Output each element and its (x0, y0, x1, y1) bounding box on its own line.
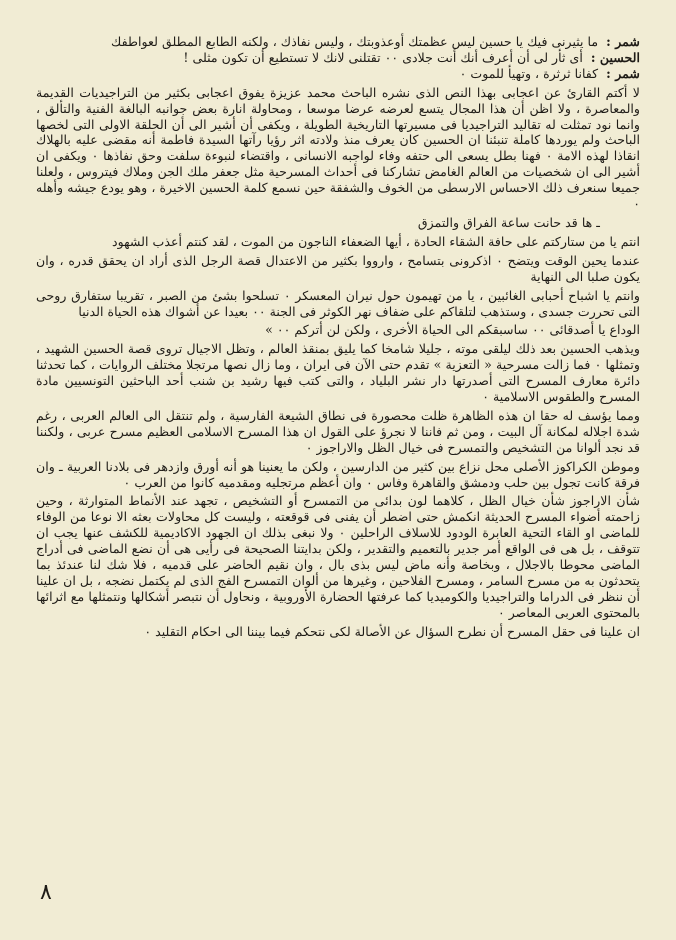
quoted-line: ـ ها قد حانت ساعة الفراق والتمزق (417, 214, 600, 230)
body-paragraph: ان علينا فى حقل المسرح أن نطرح السؤال عن الأصالة لكى نتحكم فيما بيننا الى احكام التقليد ٠ (144, 623, 640, 639)
body-paragraph: وموطن الكراكوز الأصلى محل نزاع بين كثير من الدارسين ، ولكن ما يعنينا هو أنه أورق وازدهر فى بلادنا العربية ـ وان فرقة كانت تجول بين حلب ودمشق والقاهرة وفاس ٠ وان أعظم مرتجليه ومقدميه كانوا من العرب ٠ (36, 458, 640, 490)
body-paragraph: ومما يؤسف له حقا ان هذه الظاهرة ظلت محصورة فى نطاق الشيعة الفارسية ، ولم تنتقل الى العالم العربى ، رغم شدة اجلاله لمكانة آل البيت ، ومن ثم فاننا لا نجرؤ على القول ان هذا المسرح الاسلامى العظيم مسرح عربى ، ولكننا قد نجد ألوانا من التشخيص والتمسرح فى خيال الظل والاراجوز ٠ (36, 407, 640, 455)
dialogue-text: ما يثيرنى فيك يا حسين ليس عظمتك أوعذوبتك ، وليس نفاذك ، ولكنه الطابع المطلق لعواطفك (111, 34, 599, 49)
dialogue-line (36, 34, 640, 50)
quoted-paragraph: الوداع يا أصدقائى ٠٠ ساسبقكم الى الحياة الأخرى ، ولكن لن أتركم ٠٠ » (265, 322, 640, 338)
dialogue-line (36, 66, 640, 82)
quoted-paragraph: عندما يحين الوقت ويتضح ٠ اذكرونى بتسامح ، وارووا بكثير من الاعتدال قصة الرجل الذى أراد ان يحقق قدره ، وان يكون صلبا الى النهاية (36, 252, 640, 284)
speaker-name: شمر : (606, 65, 640, 81)
dialogue-block (36, 34, 640, 82)
speaker-name: الحسين : (590, 49, 640, 65)
dialogue-text: أى ثأر لى أن أعرف أنك أنت جلادى ٠٠ تقتلنى لانك لا تستطيع أن تكون مثلى ! (183, 49, 583, 65)
page-number: ٨ (40, 880, 52, 905)
quoted-paragraph: وانتم يا اشباح أحبابى الغائبين ، يا من تهيمون حول نيران المعسكر ٠ تسلحوا بشئ من الصبر ، تقريبا ستفارق روحى التى تحررت جسدى ، وستذهب لتلقاكم على ضفاف نهر الكوثر فى الجنة ٠٠ بعيدا عن أشواك هذه الحياة الدنيا (36, 287, 640, 319)
dialogue-line (36, 50, 640, 66)
body-paragraph: ويذهب الحسين بعد ذلك ليلقى موته ، جليلا شامخا كما يليق بمنقذ العالم ، وتظل الاجيال تروى قصة الحسين الشهيد ، وتمثلها ٠ فما زالت مسرحية « التعزية » تقدم حتى الآن فى ايران ، وما زال نصها مرتجلا مختلف الروايات ، كما تحدثنا دائرة معارف المسرح التى أصدرتها دار نشر البلياد ، والتى كتب فيها رشيد بن شنب أحد الباحثين التونسيين مادة المسرح والطقوس الاسلامية ٠ (36, 341, 641, 405)
dialogue-text: كفانا ثرثرة ، وتهيأ للموت ٠ (459, 65, 599, 81)
speaker-name: شمر : (606, 34, 640, 49)
page-body (36, 34, 640, 640)
body-paragraph: شأن الاراجوز شأن خيال الظل ، كلاهما لون بدائى من التمسرح أو التشخيص ، تجهد عند الأنماط المتوارثة ، وحين زاحمته أضواء المسرح الحديثة انكمش حتى اضطر أن يفنى فى قوقعته ، وليست كل محاولات بعثه الا نوعا من الوفاء للماضى او القاء التحية العابرة الودود للاسلاف الراحلين ٠ ولا نبغى بذلك ان الجهود الاكاديمية للكشف عنها يجب ان تتوقف ، بل هى فى الواقع أمر جدير بالتعميم والتقدير ، ولكن بدايتنا الصحيحة فى رأيى هى أن نضع الماضى فى أدراج الماضى محوطا بالاجلال ، وبخاصة وأنه ماض ليس بذى بال ، وان نقيم الحاضر على قدميه ، فلا شك لنا عندئذ بما يتحدثون به من مسرح السامر ، ومسرح الفلاحين ، وغيرها من ألوان التمسرح الفج الذى لم يكتمل نضجه ، بل ان علينا أن ننظر فى الدراما والتراجيديا والكوميديا كما عرفتها الحضارة الأوروبية ، ونحاول أن نتبصر أشكالها ونتمثلها مع اثرائها بالمحتوى العربى المعاصر ٠ (36, 493, 640, 620)
body-paragraph: لا أكتم القارئ عن اعجابى بهذا النص الذى نشره الباحث محمد عزيزة يفوق اعجابى بكثير من التراجيديات القديمة والمعاصرة ، ولا اظن أن هذا المجال يتسع لعرضه عرضا موسعا ، ومحاولة انارة بعض جوانبه البالغة الفنية والتألق ، وانما نود تمثلت له تقاليد التراجيديا فى مسيرتها التاريخية الطويلة ، ويكفى أن أشير الى أن الحلقة الاولى التى لخصها الباحث ولم يوردها كاملة تنبئنا ان الحسين كان يعرف منذ ولادته اثر رؤيا رآتها السيدة فاطمة أنه مقضى عليه بالهلاك انقاذا لهذه الامة ٠ فهنا بطل يسعى الى حتفه وفاء لواجبه الانسانى ، واقتضاء لنبوءة سلفت وحق نفاذها ٠ ويكفى ان أشير الى ان شخصيات من العالم الغامض تشاركنا فى أحداث المسرحية مثل جعفر ملك الجن وملاك فيتروس ، ولعلنا جميعا سنعرف ذلك الاحساس الارسطى من الخوف والشفقة حين نسمع كلمة الحسين الاخيرة ، وهو يودع جيشه وأهله ٠ (36, 84, 641, 212)
quoted-paragraph: انتم يا من ستاركتم على حافة الشقاء الحادة ، أيها الضعفاء الناجون من الموت ، لقد كنتم أعذب الشهود (112, 233, 640, 249)
